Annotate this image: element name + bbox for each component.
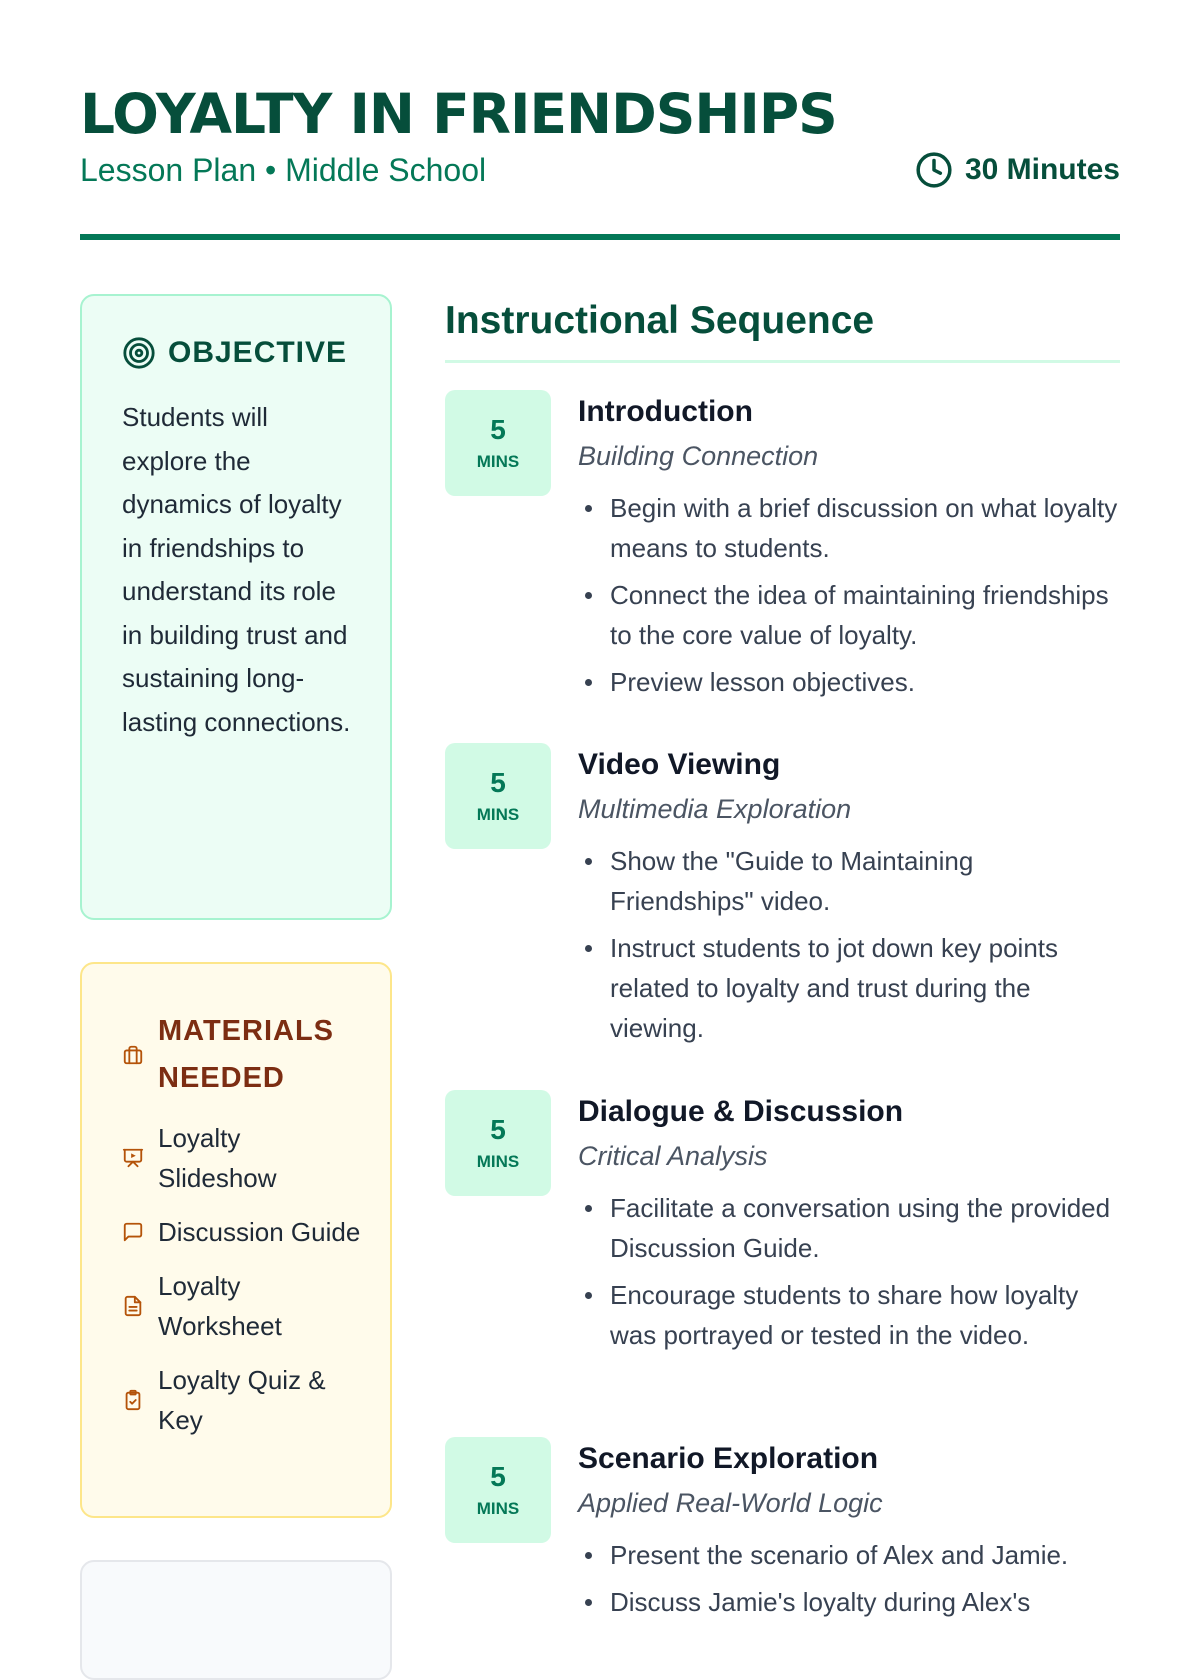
step-bullets [578, 1188, 1120, 1355]
duration-chip [445, 743, 551, 849]
duration-minutes: 5 [490, 414, 506, 445]
step-bullet: Show the "Guide to Maintaining Friendships" video. [610, 841, 1120, 921]
duration-badge [915, 150, 1120, 190]
step-body [578, 1090, 1120, 1362]
duration-unit: MINS [476, 805, 520, 824]
materials-card [80, 962, 392, 1518]
step-title: Video Viewing [578, 748, 781, 781]
materials-heading-label: MATERIALS NEEDED [158, 1015, 335, 1094]
step-bullet: Connect the idea of maintaining friendships to the core value of loyalty. [610, 575, 1120, 655]
materials-heading [122, 1008, 348, 1102]
step-body [578, 743, 1120, 1055]
material-label: Loyalty Quiz & Key [158, 1365, 326, 1435]
step-bullets [578, 1535, 1120, 1622]
objective-card [80, 294, 392, 920]
step-body [578, 390, 1120, 709]
step-bullets [578, 488, 1120, 702]
step-title: Introduction [578, 395, 753, 428]
step-title: Dialogue & Discussion [578, 1095, 904, 1128]
page-subtitle: Lesson Plan • Middle School [80, 152, 487, 188]
objective-text: Students will explore the dynamics of loyalty in friendships to understand its role in building trust and sustaining long-lasting connections. [122, 402, 351, 737]
step-title: Scenario Exploration [578, 1442, 879, 1475]
duration-chip [445, 1090, 551, 1196]
document-icon [122, 1295, 144, 1317]
material-item [122, 1212, 362, 1252]
duration-unit: MINS [476, 1499, 520, 1518]
step-subtitle: Building Connection [578, 441, 819, 471]
lesson-plan-page [80, 0, 1120, 1617]
step-subtitle: Applied Real-World Logic [578, 1488, 883, 1518]
header-divider [80, 234, 1120, 240]
duration-chip [445, 1437, 551, 1543]
chat-bubble-icon [122, 1221, 144, 1243]
briefcase-icon [122, 1044, 144, 1066]
step-subtitle: Multimedia Exploration [578, 794, 852, 824]
clipboard-icon [122, 1389, 144, 1411]
step-bullets [578, 841, 1120, 1048]
step-bullet: Facilitate a conversation using the provided Discussion Guide. [610, 1188, 1120, 1268]
duration-unit: MINS [476, 452, 520, 471]
sequence-title: Instructional Sequence [445, 299, 875, 342]
page-title: LOYALTY IN FRIENDSHIPS [80, 82, 837, 146]
material-item [122, 1360, 362, 1440]
duration-minutes: 5 [490, 1461, 506, 1492]
clock-icon [915, 151, 953, 189]
duration-text: 30 Minutes [964, 153, 1120, 186]
duration-minutes: 5 [490, 767, 506, 798]
step-bullet: Present the scenario of Alex and Jamie. [610, 1535, 1120, 1575]
step-subtitle: Critical Analysis [578, 1141, 768, 1171]
duration-unit: MINS [476, 1152, 520, 1171]
material-label: Discussion Guide [158, 1217, 361, 1247]
step-bullet: Preview lesson objectives. [610, 662, 1120, 702]
material-item [122, 1118, 362, 1198]
material-label: Loyalty Worksheet [158, 1271, 282, 1341]
duration-chip [445, 390, 551, 496]
step-bullet: Begin with a brief discussion on what loyalty means to students. [610, 488, 1120, 568]
step-bullet: Instruct students to jot down key points related to loyalty and trust during the viewing. [610, 928, 1120, 1048]
step-body [578, 1437, 1120, 1629]
assessment-card [80, 1560, 392, 1680]
material-item [122, 1266, 362, 1346]
objective-heading [122, 336, 347, 370]
materials-list [122, 1118, 362, 1454]
presentation-icon [122, 1147, 144, 1169]
step-bullet: Encourage students to share how loyalty was portrayed or tested in the video. [610, 1275, 1120, 1355]
sequence-divider [445, 360, 1120, 363]
duration-minutes: 5 [490, 1114, 506, 1145]
objective-heading-label: OBJECTIVE [168, 336, 348, 369]
target-icon [122, 336, 156, 370]
step-bullet: Discuss Jamie's loyalty during Alex's [610, 1582, 1120, 1622]
material-label: Loyalty Slideshow [158, 1123, 277, 1193]
